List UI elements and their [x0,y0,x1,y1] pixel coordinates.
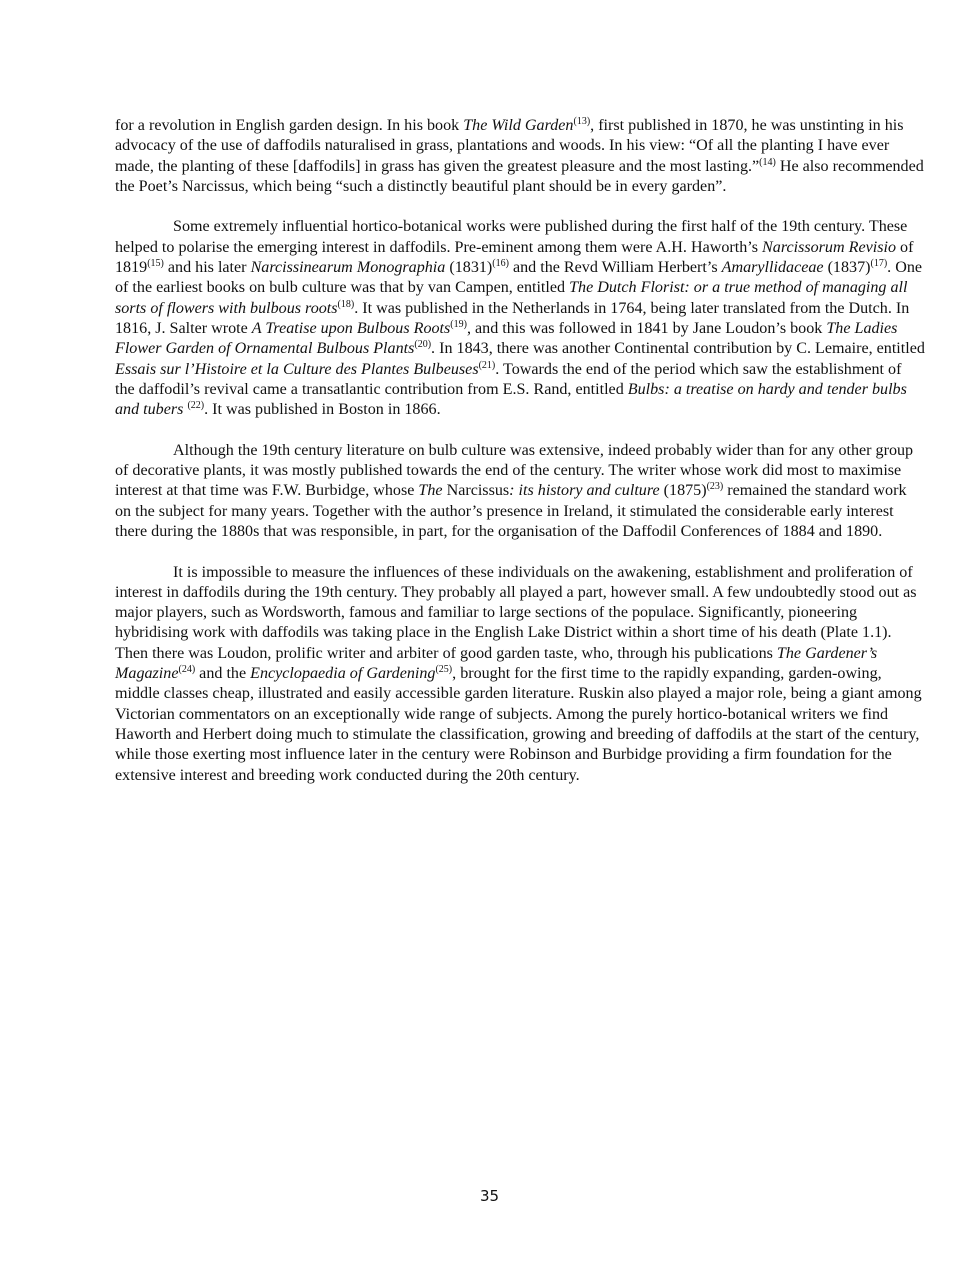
page-number: 35 [479,1187,500,1205]
text-run: (1831) [445,259,493,277]
footnote-reference: (16) [492,258,509,270]
footnote-reference: (24) [178,664,196,676]
footnote-reference: (22) [187,400,205,412]
text-run: Some extremely influential hortico-botanical works were published during the first half of the 19th century. These helped to polarise the emerging interest in daffodils. Pre-eminent among them were A.H. Haworth’s [115,218,908,256]
italic-title: Narcissinearum Monographia [250,259,446,277]
paragraph [115,563,925,786]
footnote-reference: (23) [706,481,724,493]
paragraph [115,441,925,542]
italic-title: The Dutch Florist: or a true method of managing all sorts of flowers with bulbous roots [115,279,908,317]
text-run: and his later [163,259,251,277]
footnote-reference: (25) [435,664,453,676]
text-run: and the [195,665,251,683]
body-text [115,116,925,806]
footnote-reference: (17) [870,258,888,270]
footnote-reference: (19) [450,318,467,330]
italic-title: The Ladies Flower Garden of Ornamental Bulbous Plants [115,319,898,358]
footnote-reference: (15) [147,258,164,270]
paragraph [115,116,925,197]
text-run: . One of the earliest books on bulb culture was that by van Campen, entitled [115,259,923,297]
italic-title: Essais sur l’Histoire et la Culture des Plantes Bulbeuses [115,360,479,378]
italic-title: The [418,482,443,500]
paragraph [115,217,925,420]
footnote-reference: (18) [337,298,355,310]
text-run: Although the 19th century literature on bulb culture was extensive, indeed probably wider than for any other group of decorative plants, it was mostly published towards the end of the century. The writer whose work did most to maximise interest at that time was F.W. Burbidge, whose [115,441,914,500]
text-run: . It was published in Boston in 1866. [204,401,441,419]
text-run: He also recommended the Poet’s Narcissus, which being “such a distinctly beautiful plant should be in every garden”. [115,157,924,195]
text-run: Narcissus [442,482,510,500]
footnote-reference: (13) [573,116,591,127]
text-run: , first published in 1870, he was unstinting in his advocacy of the use of daffodils naturalised in grass, plantations and woods. In his view: “Of all the planting I have ever made, the planting of these [daffodils] in grass has given the greatest pleasure and the most lasting.” [115,117,904,175]
footnote-reference: (21) [478,359,496,371]
text-run: , and this was followed in 1841 by Jane Loudon’s book [466,319,827,337]
italic-title: The Gardener’s Magazine [115,644,878,683]
footnote-reference: (14) [759,156,776,168]
footnote-reference: (20) [414,339,432,351]
text-run: , brought for the first time to the rapidly expanding, garden-owing, middle classes cheap, illustrated and easily accessible garden literature. Ruskin also played a major role, being a giant among Victorian commentators on an exceptionally wide range of subjects. Among the purely hortico-botanical writers we find Haworth and Herbert doing much to stimulate the classification, growing and breeding of daffodils at the start of the century, while those exerting most influence later in the century were Robinson and Burbidge providing a firm foundation for the extensive interest and breeding work conducted during the 20th century. [115,665,922,784]
text-run: It is impossible to measure the influences of these individuals on the awakening, establishment and proliferation of interest in daffodils during the 19th century. They probably all played a part, however small. A few undoubtedly stood out as major players, such as Wordsworth, famous and familiar to large sections of the populace. Significantly, pioneering hybridising work with daffodils was taking place in the English Lake District within a short time of his death (Plate 1.1). Then there was Loudon, prolific writer and arbiter of good garden taste, who, through his publications [115,563,917,662]
text-run: . It was published in the Netherlands in 1764, being later translated from the Dutch. In 1816, J. Salter wrote [115,299,910,337]
text-run: . In 1843, there was another Continental contribution by C. Lemaire, entitled [431,340,925,358]
text-run: and the Revd William Herbert’s [508,259,722,277]
text-run: . Towards the end of the period which saw the establishment of the daffodil’s revival came a transatlantic contribution from E.S. Rand, entitled [115,360,902,398]
italic-title: The Wild Garden [463,117,574,134]
text-run: remained the standard work on the subject for many years. Together with the author’s presence in Ireland, it stimulated the considerable early interest there during the 1880s that was responsible, in part, for the organisation of the Daffodil Conferences of 1884 and 1890. [115,482,907,540]
text-run: (1875) [659,482,707,500]
text-run: for a revolution in English garden design. In his book [115,117,464,134]
italic-title: Narcissorum Revisio [762,238,896,256]
italic-title: Encyclopaedia of Gardening [250,665,436,683]
italic-title: : its history and culture [509,482,660,500]
italic-title: A Treatise upon Bulbous Roots [251,319,451,337]
italic-title: Amaryllidaceae [721,259,824,277]
text-run: (1837) [823,259,871,277]
italic-title: Bulbs: a treatise on hardy and tender bulbs and tubers [115,380,907,419]
text-run: of 1819 [115,238,914,277]
